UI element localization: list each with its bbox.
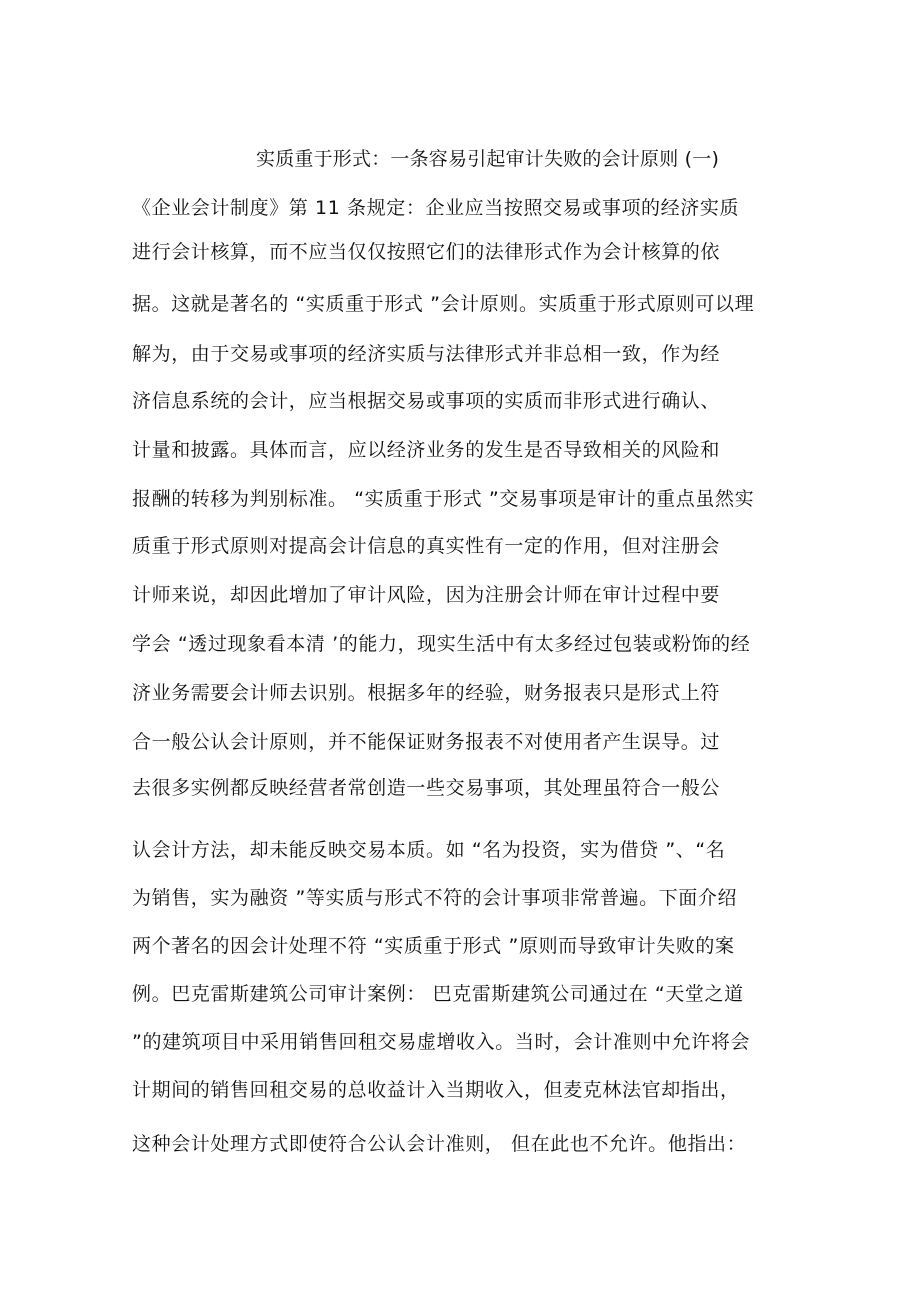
paragraph-line: 济信息系统的会计，应当根据交易或事项的实质而非形式进行确认、 — [132, 390, 721, 412]
paragraph-line: 计期间的销售回租交易的总收益计入当期收入，但麦克林法官却指出， — [132, 1079, 740, 1101]
paragraph-line: 这种会计处理方式即使符合公认会计准则， 但在此也不允许。他指出： — [132, 1133, 747, 1155]
paragraph-line: 为销售，实为融资 ”等实质与形式不符的会计事项非常普遍。下面介绍 — [132, 887, 738, 909]
paragraph-line: 报酬的转移为判别标准。 “实质重于形式 ”交易事项是审计的重点虽然实 — [132, 488, 755, 510]
paragraph-line: 质重于形式原则对提高会计信息的真实性有一定的作用，但对注册会 — [132, 535, 721, 557]
paragraph-line: 进行会计核算，而不应当仅仅按照它们的法律形式作为会计核算的依 — [132, 241, 721, 263]
paragraph-line: ”的建筑项目中采用销售回租交易虚增收入。当时，会计准则中允许将会 — [132, 1031, 751, 1053]
paragraph-line: 计量和披露。具体而言，应以经济业务的发生是否导致相关的风险和 — [132, 439, 721, 461]
paragraph-line: 计师来说，却因此增加了审计风险，因为注册会计师在审计过程中要 — [132, 584, 721, 606]
paragraph-line: 解为，由于交易或事项的经济实质与法律形式并非总相一致，作为经 — [132, 343, 721, 365]
paragraph-line: 去很多实例都反映经营者常创造一些交易事项，其处理虽符合一般公 — [132, 777, 721, 799]
paragraph-line: 例。巴克雷斯建筑公司审计案例： 巴克雷斯建筑公司通过在 “天堂之道 — [132, 983, 744, 1005]
paragraph-line: 合一般公认会计原则，并不能保证财务报表不对使用者产生误导。过 — [132, 731, 721, 753]
paragraph-line: 学会 “透过现象看本清 ’的能力，现实生活中有太多经过包装或粉饰的经 — [132, 633, 751, 655]
document-title: 实质重于形式：一条容易引起审计失败的会计原则 (一) — [256, 148, 720, 170]
paragraph-line: 《企业会计制度》第 11 条规定：企业应当按照交易或事项的经济实质 — [132, 197, 740, 219]
paragraph-line: 认会计方法，却未能反映交易本质。如 “名为投资，实为借贷 ”、“名 — [132, 839, 726, 861]
paragraph-line: 两个著名的因会计处理不符 “实质重于形式 ”原则而导致审计失败的案 — [132, 935, 735, 957]
paragraph-line: 济业务需要会计师去识别。根据多年的经验，财务报表只是形式上符 — [132, 682, 721, 704]
paragraph-line: 据。这就是著名的 “实质重于形式 ”会计原则。实质重于形式原则可以理 — [132, 293, 755, 315]
